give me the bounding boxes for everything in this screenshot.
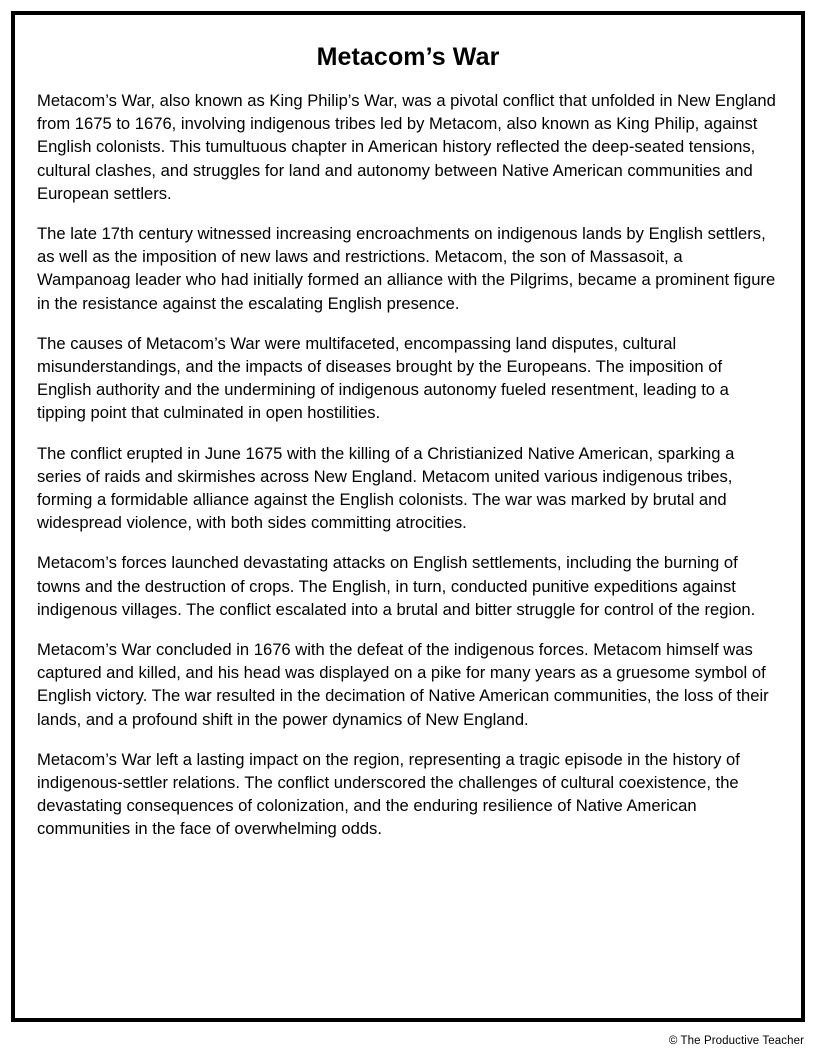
page-title: Metacom’s War [316, 43, 500, 71]
paragraph: The causes of Metacom’s War were multifaceted, encompassing land disputes, cultural misunderstandings, and the impacts of diseases brought by the Europeans. The imposition of English authority and the undermining of indigenous autonomy fueled resentment, leading to a tipping point that culminated in open hostilities. [37, 333, 729, 423]
copyright-credit: © The Productive Teacher [668, 1035, 804, 1047]
article-body [37, 89, 779, 841]
paragraph: The late 17th century witnessed increasing encroachments on indigenous lands by English settlers, as well as the imposition of new laws and restrictions. Metacom, the son of Massasoit, a Wampanoag leader who had initially formed an alliance with the Pilgrims, became a prominent figure in the resistance against the escalating English presence. [37, 224, 776, 313]
paragraph: Metacom’s War left a lasting impact on the region, representing a tragic episode in the history of indigenous-settler relations. The conflict underscored the challenges of cultural coexistence, the devastating consequences of colonization, and the enduring resilience of Native American communities in the face of overwhelming odds. [37, 749, 740, 839]
document-border-frame [11, 11, 805, 1022]
paragraph: Metacom’s War, also known as King Philip’s War, was a pivotal conflict that unfolded in New England from 1675 to 1676, involving indigenous tribes led by Metacom, also known as King Philip, against English colonists. This tumultuous chapter in American history reflected the deep-seated tensions, cultural clashes, and struggles for land and autonomy between Native American communities and European settlers. [37, 91, 776, 203]
paragraph: Metacom’s War concluded in 1676 with the defeat of the indigenous forces. Metacom himself was captured and killed, and his head was displayed on a pike for many years as a gruesome symbol of English victory. The war resulted in the decimation of Native American communities, the loss of their lands, and a profound shift in the power dynamics of New England. [37, 640, 769, 729]
document-content-area [15, 15, 801, 1018]
paragraph: Metacom’s forces launched devastating attacks on English settlements, including the burning of towns and the destruction of crops. The English, in turn, conducted punitive expeditions against indigenous villages. The conflict escalated into a brutal and bitter struggle for control of the region. [37, 553, 756, 619]
paragraph: The conflict erupted in June 1675 with the killing of a Christianized Native American, sparking a series of raids and skirmishes across New England. Metacom united various indigenous tribes, forming a formidable alliance against the English colonists. The war was marked by brutal and widespread violence, with both sides committing atrocities. [37, 443, 735, 533]
